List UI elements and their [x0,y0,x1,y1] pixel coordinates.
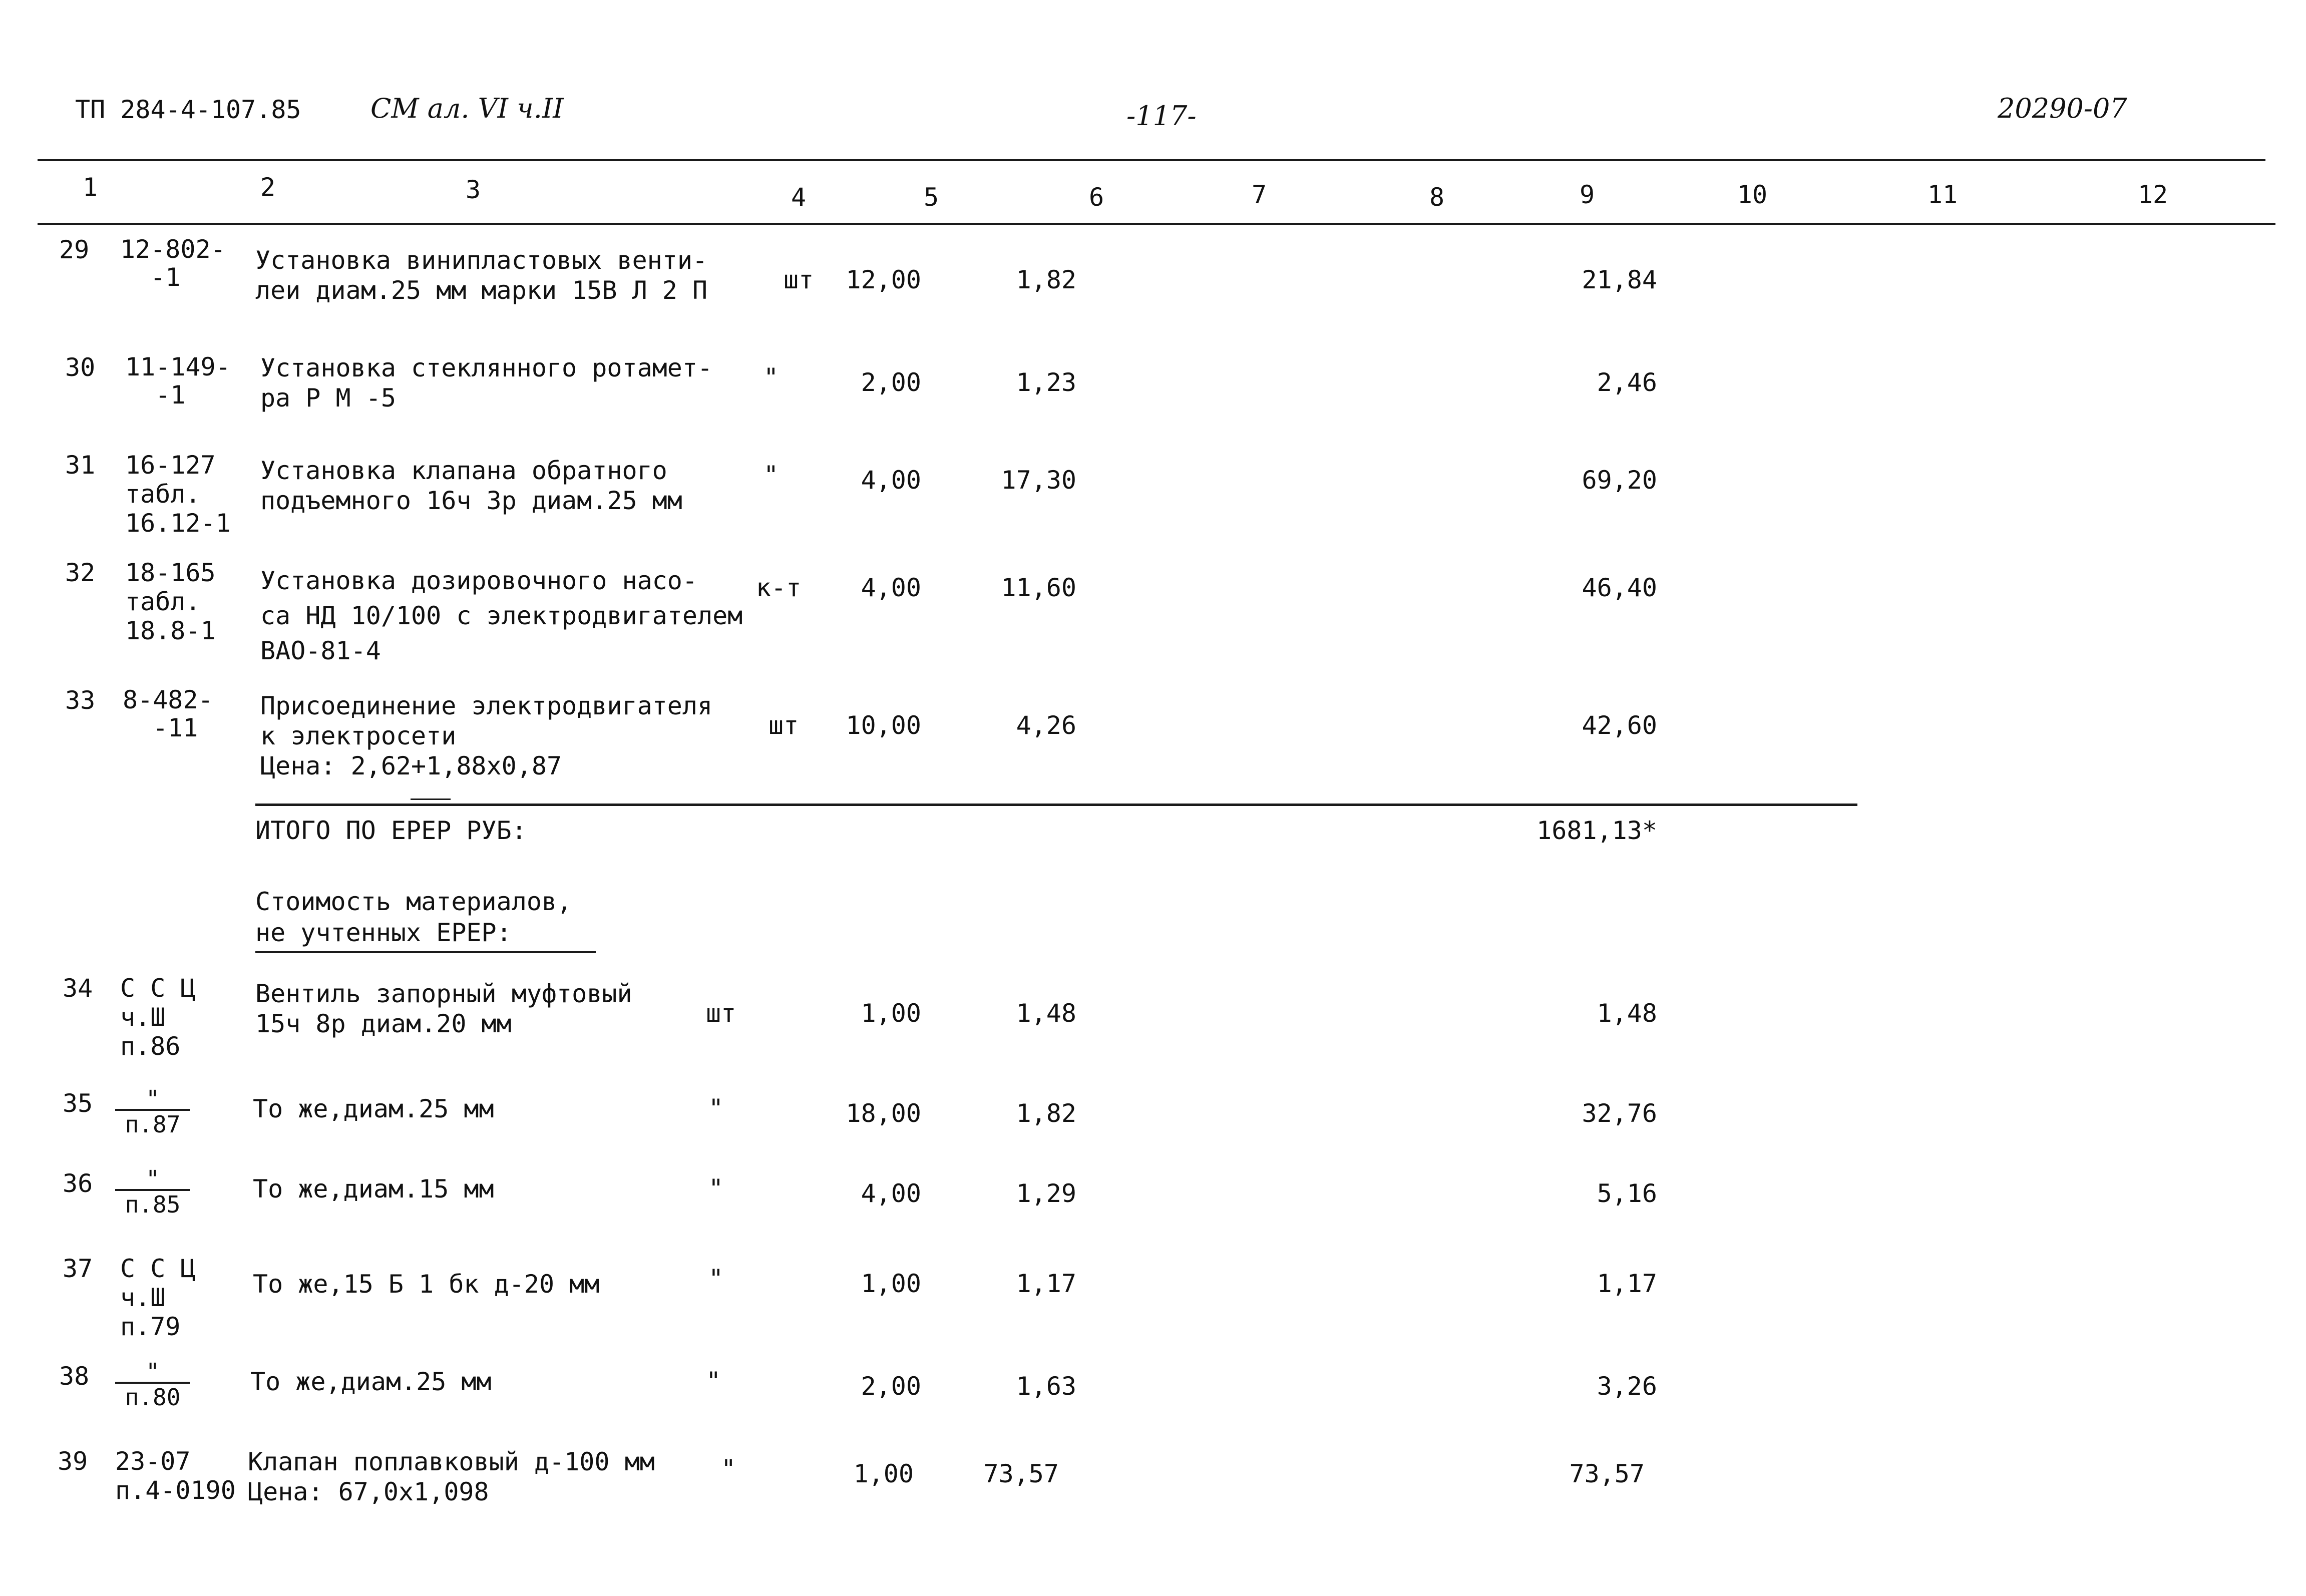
row-number: 39 [58,1447,88,1476]
subtotal-label: ИТОГО ПО ЕРЕР РУБ: [255,816,527,845]
row-number: 30 [65,353,96,382]
total: 73,57 [1569,1459,1645,1488]
ditto-mark: " [115,1089,190,1111]
rate-code: 12-802- -1 [120,235,226,292]
quantity: 1,00 [853,1459,914,1488]
row-description: Вентиль запорный муфтовый 15ч 8р диам.20 мм [255,979,632,1038]
unit-price: 11,60 [1001,573,1076,602]
column-number: 5 [923,183,939,212]
total: 2,46 [1597,368,1657,397]
row-description: Клапан поплавковый д-100 мм Цена: 67,0х1,098 [248,1447,655,1506]
column-number: 2 [260,173,276,202]
column-number: 4 [791,183,807,212]
quantity: 2,00 [861,1372,921,1401]
quantity: 2,00 [861,368,921,397]
column-number: 12 [2137,180,2168,209]
unit: " [763,363,779,392]
unit-price: 17,30 [1001,466,1076,495]
unit-price: 1,17 [1016,1269,1076,1298]
quantity: 4,00 [861,466,921,495]
column-number: 9 [1579,180,1595,209]
unit-price: 1,23 [1016,368,1076,397]
column-number: 8 [1429,183,1445,212]
row-description: Установка дозировочного насо- са НД 10/100 с электродвигателем ВАО-81-4 [260,566,743,665]
total: 3,26 [1597,1372,1657,1401]
rate-code: 11-149- -1 [125,352,231,410]
rate-code: 16-127 табл. 16.12-1 [125,451,231,538]
rate-code-item: п.80 [125,1384,181,1411]
unit-price: 4,26 [1016,711,1076,740]
sheet-code: 20290-07 [1998,93,2127,124]
total: 1,48 [1597,999,1657,1028]
row-description: Установка винипластовых венти- леи диам.25 мм марки 15В Л 2 П [255,246,708,305]
row-description: То же,диам.15 мм [253,1174,494,1204]
quantity: 1,00 [861,999,921,1028]
unit-price: 1,29 [1016,1179,1076,1208]
materials-heading: Стоимость материалов, не учтенных ЕРЕР: [255,886,596,953]
unit: " [708,1094,724,1123]
rate-code: 8-482- -11 [123,685,213,742]
unit: шт [768,711,799,740]
column-number: 6 [1088,183,1104,212]
header-bottom-rule [38,223,2275,225]
row-number: 37 [63,1254,93,1283]
header-top-rule [38,159,2265,161]
rate-code: С С Ц ч.Ш п.86 [120,974,196,1061]
total: 1,17 [1597,1269,1657,1298]
unit-price: 73,57 [983,1459,1059,1488]
subtotal-value: 1681,13* [1536,816,1657,845]
unit-price: 1,63 [1016,1372,1076,1401]
total: 21,84 [1582,265,1657,294]
rate-code-ditto [115,1165,190,1218]
row-number: 32 [65,558,96,587]
quantity: 18,00 [846,1099,921,1128]
column-number: 1 [82,173,98,202]
quantity: 12,00 [846,265,921,294]
ditto-mark: " [115,1169,190,1191]
row-number: 35 [63,1089,93,1118]
unit-price: 1,82 [1016,265,1076,294]
rate-code: 23-07 п.4-0190 [115,1447,236,1505]
row-description: То же,диам.25 мм [253,1094,494,1123]
row-number: 36 [63,1169,93,1198]
subtotal-rule [255,804,1857,806]
unit: шт [706,999,736,1028]
unit: " [706,1367,721,1396]
row-description: Присоединение электродвигателя к электросети Цена: 2,62+1,88х0,87 [260,691,713,780]
row-number: 29 [59,235,90,264]
unit: " [763,461,779,490]
ditto-mark: " [115,1362,190,1384]
column-number: 11 [1927,180,1958,209]
column-number: 7 [1251,180,1267,209]
row-description: То же,диам.25 мм [250,1367,492,1396]
quantity: 4,00 [861,1179,921,1208]
column-number: 3 [465,175,481,204]
unit: " [708,1174,724,1203]
row-number: 38 [59,1362,90,1391]
rate-code: С С Ц ч.Ш п.79 [120,1254,196,1341]
row-description: То же,15 Б 1 бк д-20 мм [253,1270,600,1299]
rate-code-ditto [115,1358,190,1411]
quantity: 4,00 [861,573,921,602]
rate-code: 18-165 табл. 18.8-1 [125,558,216,645]
column-number: 10 [1737,180,1768,209]
total: 42,60 [1582,711,1657,740]
row-description: Установка стеклянного ротамет- ра Р М -5 [260,353,713,413]
unit-price: 1,48 [1016,999,1076,1028]
rate-code-item: п.85 [125,1191,181,1218]
rate-code-item: п.87 [125,1111,181,1138]
quantity: 10,00 [846,711,921,740]
page-number: -117- [1126,100,1197,132]
unit-price: 1,82 [1016,1099,1076,1128]
total: 5,16 [1597,1179,1657,1208]
subtotal-rule-short [411,799,451,800]
unit: " [721,1454,736,1483]
total: 69,20 [1582,466,1657,495]
row-number: 34 [63,974,93,1003]
document-code: ТП 284-4-107.85 [75,95,301,124]
unit: шт [784,265,814,294]
unit: к-т [756,573,802,602]
row-description: Установка клапана обратного подъемного 16ч 3р диам.25 мм [260,456,682,515]
rate-code-ditto [115,1085,190,1138]
quantity: 1,00 [861,1269,921,1298]
unit: " [708,1264,724,1293]
row-number: 33 [65,686,96,715]
album-note: СМ ал. VI ч.II [370,93,564,124]
total: 46,40 [1582,573,1657,602]
row-number: 31 [65,451,96,480]
total: 32,76 [1582,1099,1657,1128]
